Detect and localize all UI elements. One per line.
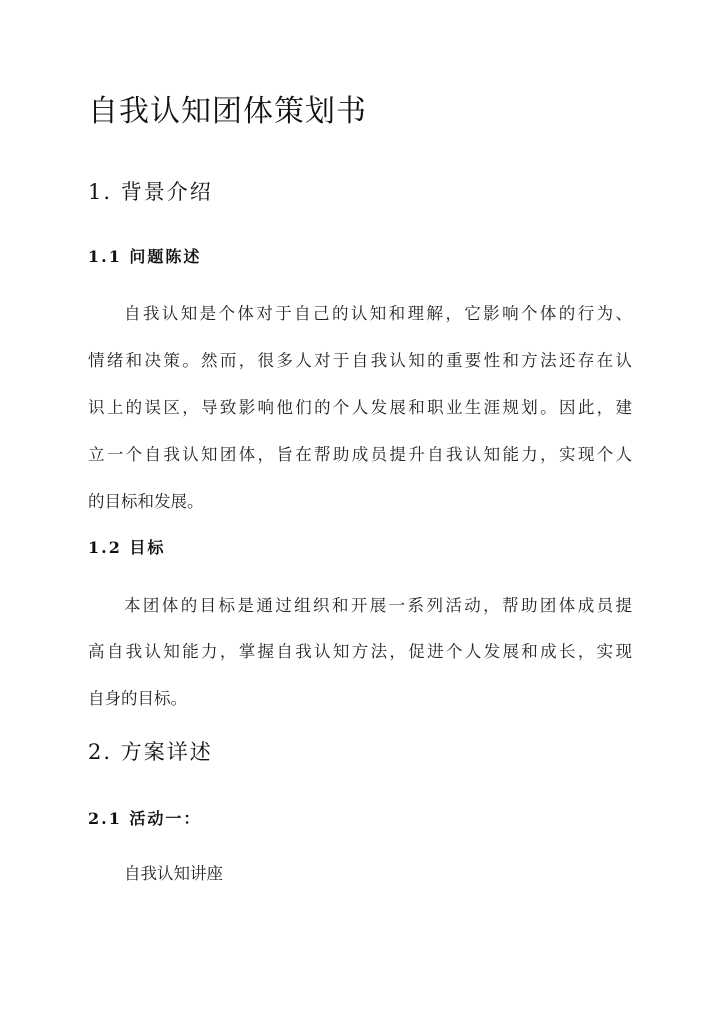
section-heading-plan: 2. 方案详述: [88, 740, 213, 764]
section-heading-background: 1. 背景介绍: [88, 180, 213, 204]
paragraph-line: 自身的目标。: [88, 689, 187, 708]
paragraph-line: 识上的误区，导致影响他们的个人发展和职业生涯规划。因此，建: [88, 398, 632, 417]
paragraph-line: 自我认知讲座: [124, 864, 223, 883]
paragraph-line: 高自我认知能力，掌握自我认知方法，促进个人发展和成长，实现: [88, 642, 632, 661]
paragraph-line: 的目标和发展。: [88, 492, 204, 511]
paragraph-line: 情绪和决策。然而，很多人对于自我认知的重要性和方法还存在认: [88, 351, 632, 370]
paragraph-line: 自我认知是个体对于自己的认知和理解，它影响个体的行为、: [124, 304, 632, 323]
subsection-heading-problem: 1.1 问题陈述: [88, 247, 202, 266]
paragraph-line: 立一个自我认知团体，旨在帮助成员提升自我认知能力，实现个人: [88, 445, 632, 464]
subsection-heading-goal: 1.2 目标: [88, 538, 166, 557]
document-title: 自我认知团体策划书: [88, 94, 367, 129]
paragraph-line: 本团体的目标是通过组织和开展一系列活动，帮助团体成员提: [124, 596, 632, 615]
subsection-heading-activity-1: 2.1 活动一：: [88, 809, 202, 828]
